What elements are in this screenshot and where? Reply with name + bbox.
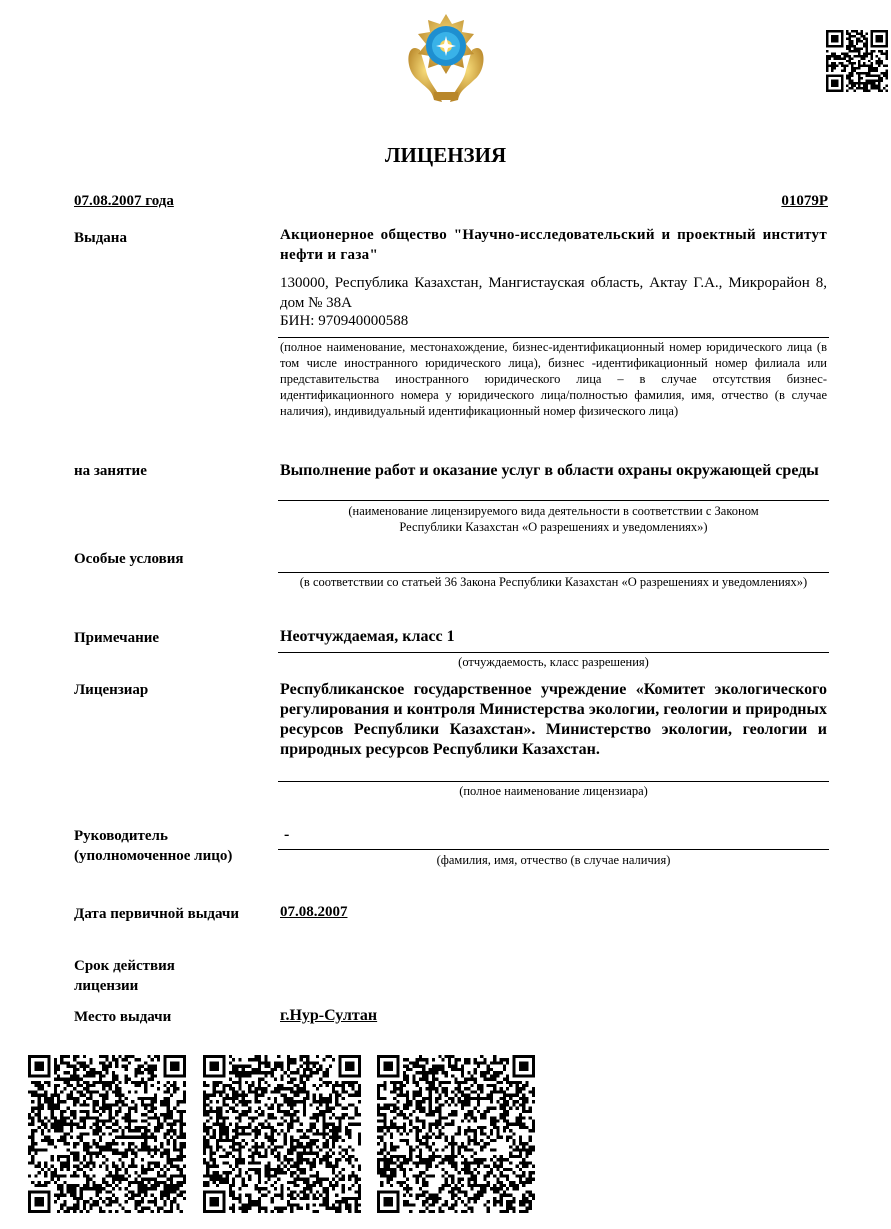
issued-to-label: Выдана — [74, 230, 127, 246]
issued-to-caption: (полное наименование, местонахождение, бизнес-идентификационный номер юридического лица (в том числе иностранного юридического лица), бизнес -идентификационный номер филиала или представительства иностранного юридического лица – в случае отсутствия бизнес-идентификационного номера у юридического лица/полностью фамилия, имя, отчество (в случае наличия), индивидуальный идентификационный номер физического лица) — [280, 340, 827, 418]
divider — [278, 652, 829, 653]
first-issue-label: Дата первичной выдачи — [74, 906, 240, 922]
special-conditions-label: Особые условия — [74, 551, 184, 567]
validity-label-line2: лицензии — [74, 978, 139, 994]
note-label: Примечание — [74, 630, 160, 646]
validity-label — [74, 956, 175, 996]
activity-caption: (наименование лицензируемого вида деятельности в соответствии с Законом Республики Казахстан «О разрешениях и уведомлениях») — [348, 504, 759, 534]
divider — [278, 572, 829, 573]
note-caption: (отчуждаемость, класс разрешения) — [458, 655, 649, 669]
licensor-value: Республиканское государственное учреждение «Комитет экологического регулирования и контроля Министерства экологии, геологии и природных ресурсов Республики Казахстан». Министерство экологии, геологии и природных ресурсов Республики Казахстан. — [280, 681, 827, 758]
divider — [278, 781, 829, 782]
head-label — [74, 826, 232, 866]
head-label-line1: Руководитель — [74, 828, 168, 844]
qr-code-icon — [203, 1055, 361, 1213]
note-value: Неотчуждаемая, класс 1 — [280, 628, 455, 645]
divider — [278, 337, 829, 338]
issued-to-address: 130000, Республика Казахстан, Мангистауская область, Актау Г.А., Микрорайон 8, дом № 38А — [280, 275, 827, 311]
qr-code-icon — [826, 30, 888, 92]
licensor-label: Лицензиар — [74, 682, 149, 698]
head-caption: (фамилия, имя, отчество (в случае наличия) — [436, 853, 671, 867]
qr-code-icon — [377, 1055, 535, 1213]
activity-value: Выполнение работ и оказание услуг в области охраны окружающей среды — [280, 462, 819, 479]
activity-label: на занятие — [74, 463, 147, 479]
place-value: г.Нур-Султан — [280, 1007, 378, 1024]
state-emblem-icon — [398, 10, 494, 106]
head-value: - — [284, 826, 290, 843]
qr-code-icon — [28, 1055, 186, 1213]
license-number: 01079Р — [781, 193, 828, 209]
divider — [278, 500, 829, 501]
licensor-caption: (полное наименование лицензиара) — [459, 784, 648, 798]
divider — [278, 849, 829, 850]
head-label-line2: (уполномоченное лицо) — [74, 848, 233, 864]
place-label: Место выдачи — [74, 1009, 172, 1025]
issued-to-bin: БИН: 970940000588 — [280, 313, 409, 329]
special-conditions-caption: (в соответствии со статьей 36 Закона Республики Казахстан «О разрешениях и уведомлениях») — [299, 575, 808, 589]
document-title: ЛИЦЕНЗИЯ — [384, 143, 507, 167]
issued-to-name: Акционерное общество "Научно-исследовательский и проектный институт нефти и газа" — [280, 227, 827, 263]
license-date: 07.08.2007 года — [74, 193, 174, 209]
validity-label-line1: Срок действия — [74, 958, 175, 974]
first-issue-value: 07.08.2007 — [280, 904, 348, 920]
